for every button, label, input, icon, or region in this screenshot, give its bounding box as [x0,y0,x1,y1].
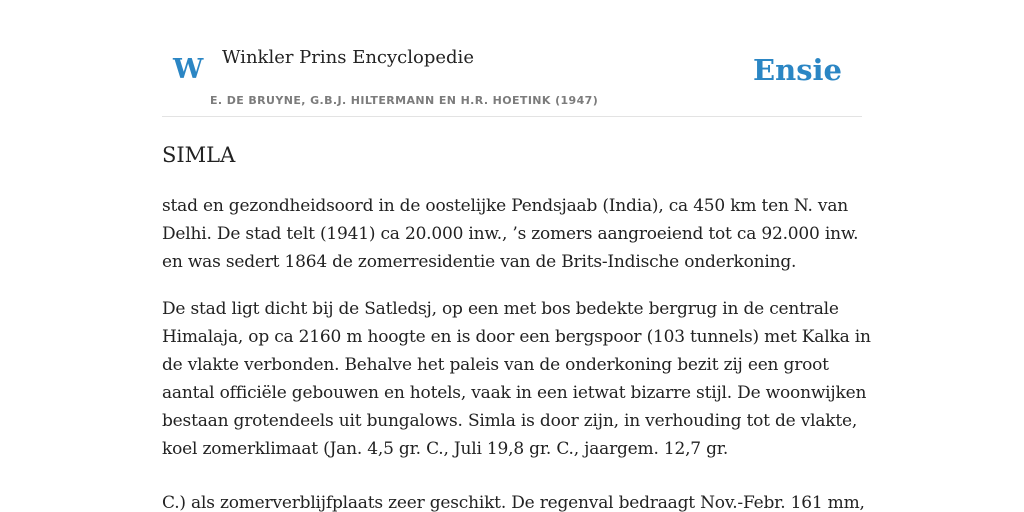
entry-title: SIMLA [162,143,236,167]
site-header [162,0,862,117]
article [162,138,874,512]
publication-logo[interactable]: W [173,54,204,85]
ensie-home-link[interactable]: Ensie [753,53,842,87]
publication-authors: E. DE BRUYNE, G.B.J. HILTERMANN EN H.R. HOETINK (1947) [210,94,599,107]
entry-paragraph: De stad ligt dicht bij de Satledsj, op een met bos bedekte bergrug in de centrale Himalaja, op ca 2160 m hoogte en is door een bergspoor (103 tunnels) met Kalka in de vlakte verbonden. Behalve het paleis van de onderkoning bezit zij een groot aantal officiële gebouwen en hotels, vaak in een ietwat bizarre stijl. De woonwijken bestaan grotendeels uit bungalows. Simla is door zijn, in verhouding tot de vlakte, koel zomerklimaat (Jan. 4,5 gr. C., Juli 19,8 gr. C., jaargem. 12,7 gr. [162,299,871,459]
publication-title[interactable]: Winkler Prins Encyclopedie [222,47,474,68]
entry-paragraph: C.) als zomerverblijfplaats zeer geschikt. De regenval bedraagt Nov.-Febr. 161 mm, [162,493,865,512]
entry-paragraph: stad en gezondheidsoord in de oostelijke Pendsjaab (India), ca 450 km ten N. van Delhi. De stad telt (1941) ca 20.000 inw., ’s zomers aangroeiend tot ca 92.000 inw. en was sedert 1864 de zomerresidentie van de Brits-Indische onderkoning. [162,196,859,272]
